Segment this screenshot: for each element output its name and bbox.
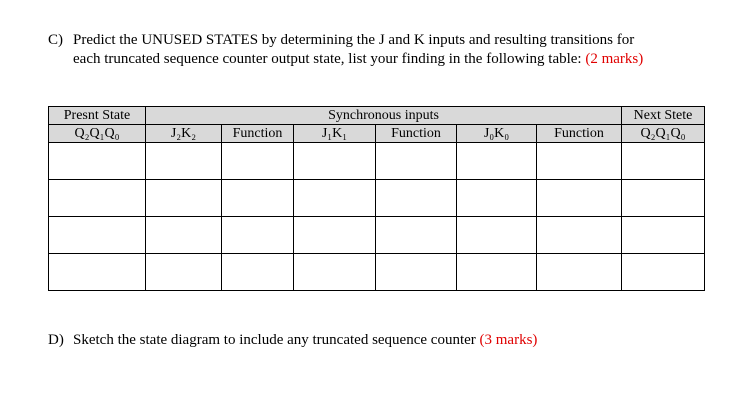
table-cell (622, 217, 705, 254)
table-cell (294, 180, 376, 217)
table-row (49, 143, 705, 180)
question-c-label: C) (48, 32, 63, 48)
question-d-marks: (3 marks) (479, 332, 538, 348)
table-cell (49, 143, 146, 180)
table-cell (146, 254, 222, 291)
q-next-header: Q₂Q₁Q₀ (622, 125, 705, 143)
table-cell (457, 180, 537, 217)
table-cell (294, 217, 376, 254)
question-d-label: D) (48, 332, 64, 348)
table-cell (537, 143, 622, 180)
table-body (49, 143, 705, 291)
states-table (48, 106, 705, 291)
table-cell (622, 254, 705, 291)
table-cell (222, 254, 294, 291)
question-c-text-1: Predict the UNUSED STATES by determining the J and K inputs and resulting transitions for (73, 32, 635, 48)
table-cell (49, 180, 146, 217)
table-cell (537, 217, 622, 254)
table-cell (146, 180, 222, 217)
table-row (49, 217, 705, 254)
function-1-header: Function (376, 125, 457, 143)
table-cell (457, 143, 537, 180)
table-cell (376, 143, 457, 180)
table-cell (49, 217, 146, 254)
table-cell (49, 254, 146, 291)
table-row (49, 254, 705, 291)
table-cell (376, 180, 457, 217)
table-cell (622, 143, 705, 180)
table-cell (146, 217, 222, 254)
question-c-text-2: each truncated sequence counter output state, list your finding in the following table: (73, 51, 586, 67)
table-cell (146, 143, 222, 180)
j2k2-header: J₂K₂ (146, 125, 222, 143)
table-cell (222, 180, 294, 217)
synchronous-inputs-header: Synchronous inputs (146, 107, 622, 125)
question-c-line2 (48, 50, 708, 69)
question-d-text: Sketch the state diagram to include any truncated sequence counter (73, 332, 480, 348)
q-present-header: Q₂Q₁Q₀ (49, 125, 146, 143)
j0k0-header: J₀K₀ (457, 125, 537, 143)
next-state-header: Next Stete (622, 107, 705, 125)
question-d (48, 331, 708, 350)
table-cell (222, 217, 294, 254)
present-state-header: Presnt State (49, 107, 146, 125)
table-cell (537, 254, 622, 291)
table-cell (294, 254, 376, 291)
table-cell (376, 254, 457, 291)
table-cell (222, 143, 294, 180)
table-cell (457, 217, 537, 254)
header-row-1 (49, 107, 705, 125)
table-cell (457, 254, 537, 291)
question-c-line1 (48, 31, 708, 50)
table-cell (537, 180, 622, 217)
question-c-marks: (2 marks) (585, 51, 644, 67)
j1k1-header: J₁K₁ (294, 125, 376, 143)
table-cell (294, 143, 376, 180)
function-0-header: Function (537, 125, 622, 143)
table-cell (376, 217, 457, 254)
table-row (49, 180, 705, 217)
function-2-header: Function (222, 125, 294, 143)
table-cell (622, 180, 705, 217)
header-row-2 (49, 125, 705, 143)
question-c (48, 31, 708, 69)
